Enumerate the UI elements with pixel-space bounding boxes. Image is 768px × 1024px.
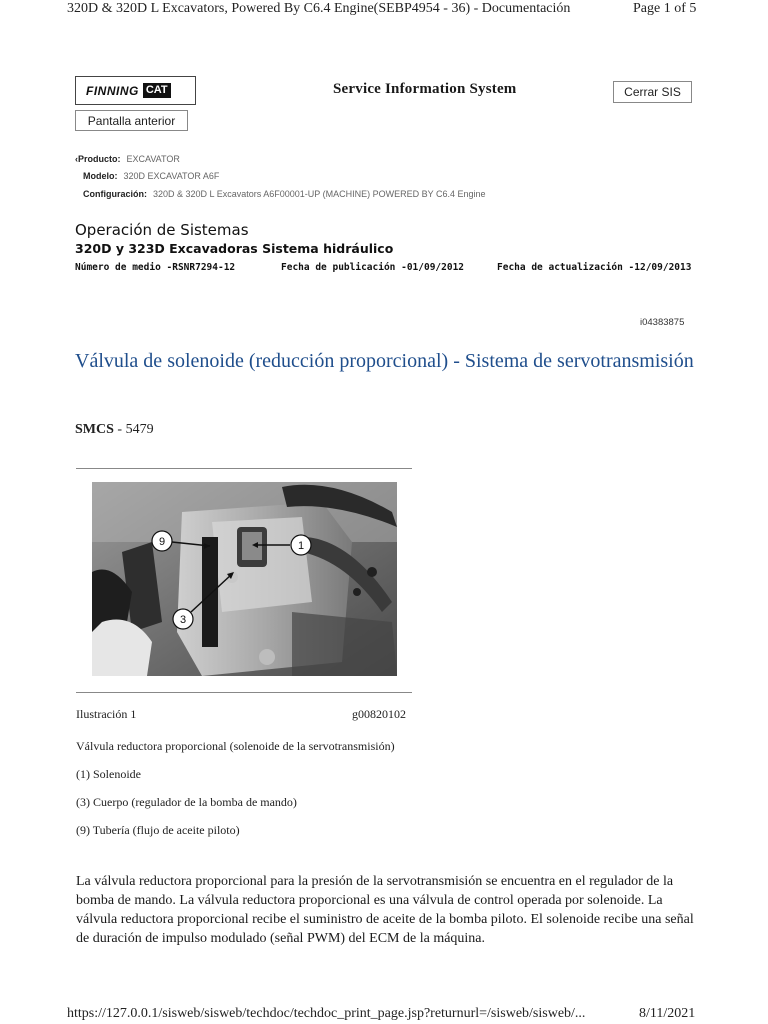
logo-finning-text: FINNING [86,83,139,98]
update-date: Fecha de actualización -12/09/2013 [497,262,692,273]
figure-label: Ilustración 1 [76,707,137,721]
product-label-text: Producto: [78,154,121,164]
figure-top-divider [76,468,412,469]
meta-model [83,171,219,181]
svg-text:9: 9 [158,536,166,548]
print-footer-date: 8/11/2021 [639,1006,696,1021]
previous-screen-button[interactable]: Pantalla anterior [75,110,188,131]
figure-caption-title: Válvula reductora proporcional (solenoide de la servotransmisión) [76,739,395,753]
callout-1 [291,535,311,555]
print-footer [0,1006,768,1024]
config-value: 320D & 320D L Excavators A6F00001-UP (MACHINE) POWERED BY C6.4 Engine [153,189,486,199]
media-number: Número de medio -RSNR7294-12 [75,262,236,273]
sis-title: Service Information System [333,81,517,97]
figure-caption-item: (3) Cuerpo (regulador de la bomba de mando) [76,795,297,809]
svg-text:1: 1 [297,540,305,552]
smcs-code [75,422,154,438]
meta-product [75,154,180,164]
body-paragraph: La válvula reductora proporcional para la presión de la servotransmisión se encuentra en el regulador de la bomba de mando. La válvula reductora proporcional es una válvula de control operada por solenoide. La válvula reductora proporcional recibe el suministro de aceite de la bomba piloto. El solenoide recibe una señal de duración de impulso modulado (señal PWM) del ECM de la máquina. [76,874,694,946]
model-value: 320D EXCAVATOR A6F [123,171,220,181]
solenoid-valve-photo [92,482,397,676]
print-page-number: Page 1 of 5 [633,1,697,16]
smcs-value: - 5479 [113,422,154,437]
document-id: i04383875 [640,317,685,328]
callout-9 [152,531,172,551]
product-back-icon[interactable]: ‹ [75,154,78,164]
product-value: EXCAVATOR [126,154,180,164]
close-sis-button[interactable]: Cerrar SIS [613,81,692,103]
print-header [0,0,768,20]
section-subtitle: 320D y 323D Excavadoras Sistema hidráulico [75,241,394,256]
section-title: Operación de Sistemas [75,221,249,239]
smcs-label: SMCS [75,422,114,437]
finning-cat-logo [75,76,196,105]
svg-text:3: 3 [179,614,187,626]
callout-3 [173,609,193,629]
publication-date: Fecha de publicación -01/09/2012 [281,262,465,273]
article-title: Válvula de solenoide (reducción proporcional) - Sistema de servotransmisión [75,350,694,372]
product-label [75,154,121,164]
config-label: Configuración: [83,189,147,199]
logo-cat-badge: CAT [143,83,171,98]
figure-caption-item: (1) Solenoide [76,767,141,781]
print-doc-title: 320D & 320D L Excavators, Powered By C6.4 Engine(SEBP4954 - 36) - Documentación [67,1,571,16]
meta-config [83,189,485,199]
figure-code: g00820102 [352,707,406,721]
model-label: Modelo: [83,171,118,181]
figure-bottom-divider [76,692,412,693]
figure-caption-item: (9) Tubería (flujo de aceite piloto) [76,823,240,837]
print-footer-url: https://127.0.0.1/sisweb/sisweb/techdoc/techdoc_print_page.jsp?returnurl=/sisweb/sisweb/... [67,1006,586,1021]
